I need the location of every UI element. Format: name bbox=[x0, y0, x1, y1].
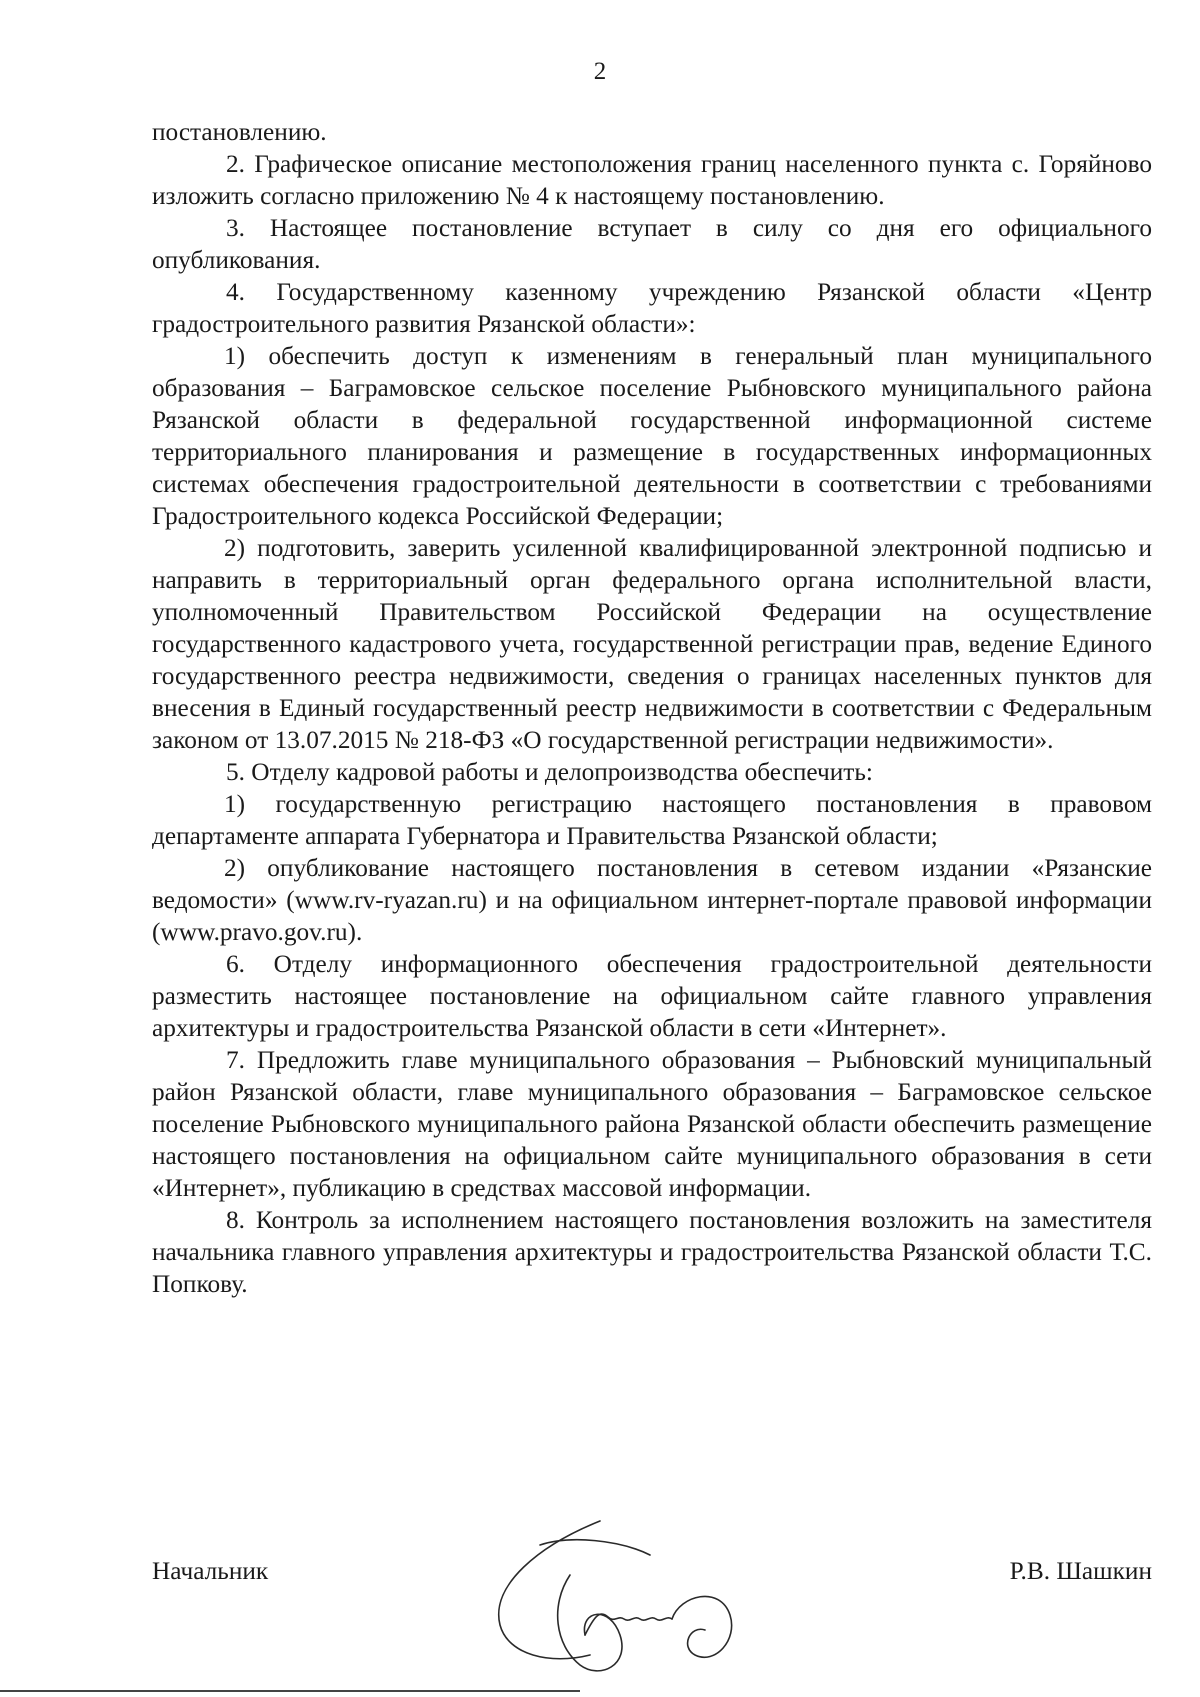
paragraph-item-4-1: 1) обеспечить доступ к изменениям в генеральный план муниципального образования – Баграмовское сельское поселение Рыбновского муниципального района Рязанской области в федеральной государственной информационной системе территориального планирования и размещение в государственных информационных системах обеспечения градостроительной деятельности в соответствии с требованиями Градостроительного кодекса Российской Федерации; bbox=[152, 342, 1152, 530]
paragraph-item-7: 7. Предложить главе муниципального образования – Рыбновский муниципальный район Рязанской области, главе муниципального образования – Баграмовское сельское поселение Рыбновского муниципального района Рязанской области обеспечить размещение настоящего постановления на официальном сайте муниципального образования в сети «Интернет», публикацию в средствах массовой информации. bbox=[152, 1046, 1152, 1202]
paragraph-item-4: 4. Государственному казенному учреждению Рязанской области «Центр градостроительного развития Рязанской области»: bbox=[152, 278, 1152, 338]
handwritten-signature bbox=[480, 1515, 760, 1695]
paragraph-item-5: 5. Отделу кадровой работы и делопроизводства обеспечить: bbox=[226, 758, 873, 786]
scan-edge-line bbox=[0, 1690, 580, 1692]
signatory-title: Начальник bbox=[152, 1557, 269, 1585]
paragraph-item-6: 6. Отделу информационного обеспечения градостроительной деятельности разместить настоящее постановление на официальном сайте главного управления архитектуры и градостроительства Рязанской области в сети «Интернет». bbox=[152, 950, 1152, 1042]
paragraph-item-3: 3. Настоящее постановление вступает в силу со дня его официального опубликования. bbox=[152, 214, 1152, 274]
document-body bbox=[152, 116, 1152, 1300]
paragraph-item-2: 2. Графическое описание местоположения границ населенного пункта с. Горяйново изложить согласно приложению № 4 к настоящему постановлению. bbox=[152, 150, 1152, 210]
paragraph-item-8: 8. Контроль за исполнением настоящего постановления возложить на заместителя начальника главного управления архитектуры и градостроительства Рязанской области Т.С. Попкову. bbox=[152, 1206, 1152, 1298]
paragraph-continuation: постановлению. bbox=[152, 118, 327, 146]
paragraph-item-5-1: 1) государственную регистрацию настоящего постановления в правовом департаменте аппарата Губернатора и Правительства Рязанской области; bbox=[152, 790, 1152, 850]
page-number: 2 bbox=[593, 58, 607, 85]
signatory-name: Р.В. Шашкин bbox=[1009, 1557, 1152, 1585]
paragraph-item-4-2: 2) подготовить, заверить усиленной квалифицированной электронной подписью и направить в территориальный орган федерального органа исполнительной власти, уполномоченный Правительством Российской Федерации на осуществление государственного кадастрового учета, государственной регистрации прав, ведение Единого государственного реестра недвижимости, сведения о границах населенных пунктов для внесения в Единый государственный реестр недвижимости в соответствии с Федеральным законом от 13.07.2015 № 218-ФЗ «О государственной регистрации недвижимости». bbox=[152, 534, 1152, 754]
paragraph-item-5-2: 2) опубликование настоящего постановления в сетевом издании «Рязанские ведомости» (www.rv-ryazan.ru) и на официальном интернет-портале правовой информации (www.pravo.gov.ru). bbox=[152, 854, 1152, 946]
